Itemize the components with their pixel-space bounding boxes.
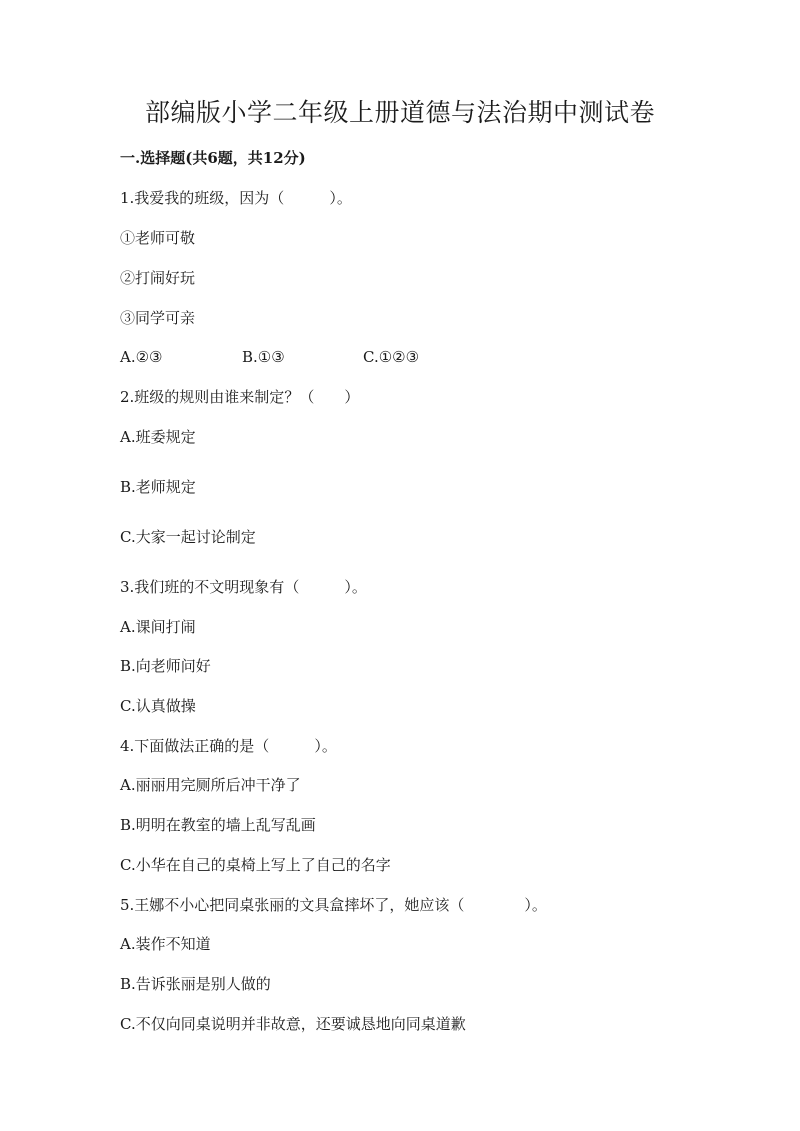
question-3-option-a: A.课间打闹	[120, 618, 196, 636]
question-4-stem: 4.下面做法正确的是（ ）。	[120, 737, 337, 755]
question-2-option-a: A.班委规定	[120, 428, 196, 446]
question-4-option-b: B.明明在教室的墙上乱写乱画	[120, 816, 316, 834]
question-1-item-1: ①老师可敬	[120, 229, 196, 247]
question-3-option-b: B.向老师问好	[120, 657, 211, 675]
page-title: 部编版小学二年级上册道德与法治期中测试卷	[144, 98, 655, 127]
question-3-option-c: C.认真做操	[120, 697, 196, 715]
question-5-stem: 5.王娜不小心把同桌张丽的文具盒摔坏了，她应该（ ）。	[120, 896, 547, 914]
question-2-option-b: B.老师规定	[120, 478, 196, 496]
question-4-option-c: C.小华在自己的桌椅上写上了自己的名字	[120, 856, 391, 874]
question-4-option-a: A.丽丽用完厕所后冲干净了	[120, 776, 301, 794]
question-1-option-a: A.②③	[120, 348, 163, 366]
question-1-option-b: B.①③	[242, 348, 285, 366]
question-1-option-c: C.①②③	[363, 348, 420, 366]
question-1-item-2: ②打闹好玩	[120, 269, 196, 287]
question-2-stem: 2.班级的规则由谁来制定？（ ）	[120, 388, 360, 406]
section-heading: 一.选择题(共6题，共12分)	[120, 149, 306, 167]
question-1-stem: 1.我爱我的班级，因为（ ）。	[120, 189, 352, 207]
question-3-stem: 3.我们班的不文明现象有（ ）。	[120, 578, 367, 596]
question-1-item-3: ③同学可亲	[120, 309, 196, 327]
question-2-option-c: C.大家一起讨论制定	[120, 528, 256, 546]
question-5-option-c: C.不仅向同桌说明并非故意，还要诚恳地向同桌道歉	[120, 1015, 466, 1033]
question-5-option-a: A.装作不知道	[120, 935, 211, 953]
question-5-option-b: B.告诉张丽是别人做的	[120, 975, 271, 993]
